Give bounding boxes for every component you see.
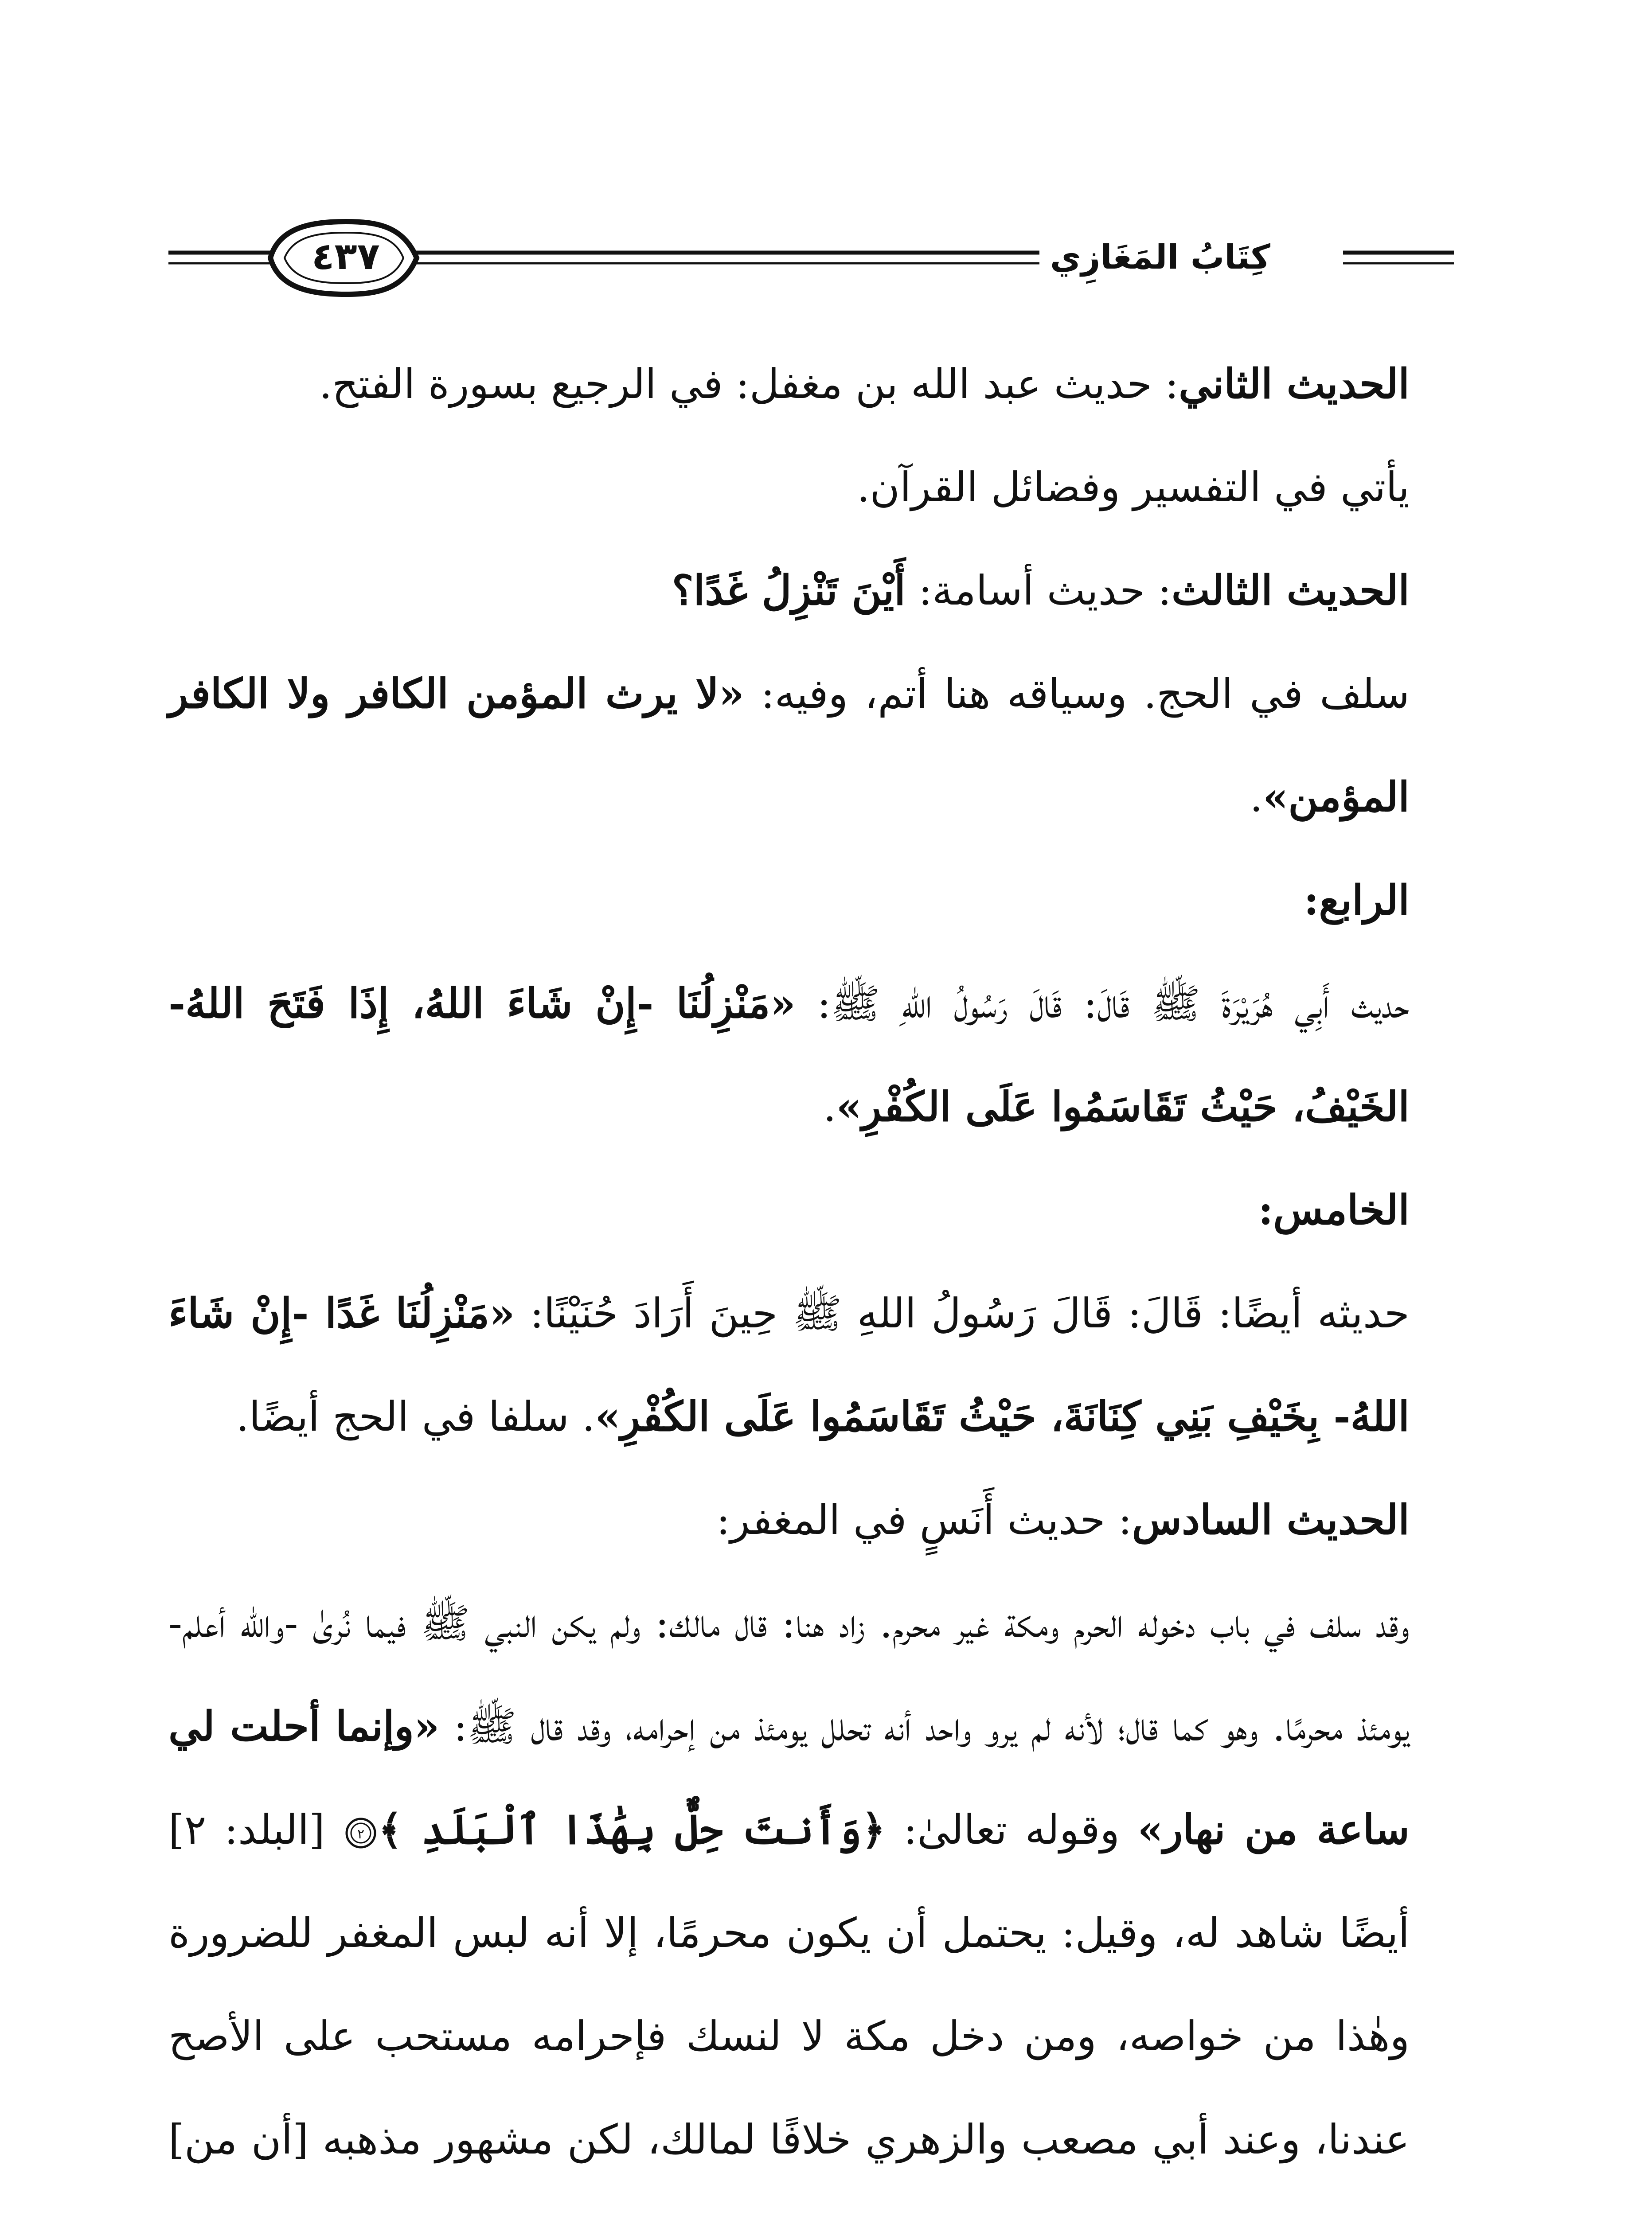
paragraph-text: : حديث أسامة: — [905, 567, 1172, 614]
paragraph — [168, 1262, 1454, 1468]
paragraph — [168, 332, 1454, 436]
paragraph-text: وقوله تعالىٰ: — [885, 1806, 1138, 1853]
page-number: ٤٣٧ — [312, 234, 380, 278]
section-heading: الرابع: — [1304, 876, 1410, 924]
paragraph-text: [البلد: ٢] أيضًا شاهد له، وقيل: يحتمل أن يكون محرمًا، إلا أنه لبس المغفر للضرورة وهٰذا من خواصه، ومن دخل مكة لا لنسك فإحرامه مستحب على الأصح عندنا، وعند أبي مصعب والزهري خلافًا لمالك، لكن مشهور مذهبه [أن من] — [168, 1806, 1410, 2163]
paragraph-text: سلف في الحج. وسياقه هنا أتم، وفيه: — [744, 670, 1410, 718]
page-header — [168, 208, 1454, 306]
hadith-quote: «لا يرث المؤمن الكافر ولا الكافر المؤمن» — [168, 670, 1410, 821]
hadith-heading: الحديث السادس — [1132, 1496, 1410, 1544]
main-text — [168, 332, 1454, 2216]
section-heading: الخامس: — [1258, 1186, 1410, 1234]
paragraph — [168, 952, 1454, 1159]
paragraph — [168, 1159, 1454, 1262]
hadith-quote: «مَنْزِلُنَا غَدًا -إِنْ شَاءَ اللهُ- بِخَيْفِ بَنِي كِنَانَةَ، حَيْثُ تَقَاسَمُوا عَلَى الكُفْرِ» — [168, 1289, 1410, 1440]
paragraph-text: . — [1250, 773, 1263, 821]
verse-number-ornament-icon — [343, 1815, 379, 1851]
paragraph — [168, 539, 1454, 642]
hadith-heading: الحديث الثالث — [1172, 566, 1410, 614]
paragraph — [168, 436, 1454, 539]
svg-text:٢: ٢ — [357, 1826, 364, 1842]
paragraph-text: حديث أَبِي هُرَيْرَةَ ﷺ قَالَ: قَالَ رَسُولُ اللهِ ﷺ: — [795, 980, 1410, 1027]
paragraph — [168, 1468, 1454, 1572]
hadith-quote: «وإنما أحلت لي ساعة من نهار» — [168, 1702, 1410, 1853]
book-title: كِتَابُ المَغَازِي — [1039, 237, 1281, 277]
paragraph — [168, 849, 1454, 952]
hadith-quote: «مَنْزِلُنَا -إِنْ شَاءَ اللهُ، إِذَا فَتَحَ اللهُ- الخَيْفُ، حَيْثُ تَقَاسَمُوا عَلَى الكُفْرِ» — [168, 979, 1410, 1131]
hadith-quote: أَيْنَ تَنْزِلُ غَدًا؟ — [672, 566, 906, 614]
quran-verse: ﴿وَأَنتَ حِلٌّ بِهَٰذَا ٱلْبَلَدِ ﴾ — [378, 1806, 886, 1853]
paragraph-text: : حديث أَنَسٍ في المغفر: — [716, 1496, 1132, 1544]
paragraph-text: . — [823, 1083, 836, 1131]
paragraph-text: . سلفا في الحج أيضًا. — [236, 1393, 595, 1440]
paragraph-text: وقد سلف في باب دخوله الحرم ومكة غير محرم. زاد هنا: قال مالك: ولم يكن النبي ﷺ فيما نُرىٰ -والله أعلم- يومئذ محرمًا. وهو كما قال؛ لأنه لم يرو واحد أنه تحلل يومئذ من إحرامه، وقد قال ﷺ: — [168, 1600, 1410, 1750]
paragraph-text: حديثه أيضًا: قَالَ: قَالَ رَسُولُ اللهِ ﷺ حِينَ أَرَادَ حُنَيْنًا: — [515, 1290, 1410, 1337]
hadith-heading: الحديث الثاني — [1179, 360, 1410, 408]
paragraph — [168, 1572, 1454, 2216]
paragraph-text: يأتي في التفسير وفضائل القرآن. — [857, 464, 1410, 511]
paragraph-text: : حديث عبد الله بن مغفل: في الرجيع بسورة الفتح. — [319, 360, 1179, 408]
paragraph — [168, 642, 1454, 849]
